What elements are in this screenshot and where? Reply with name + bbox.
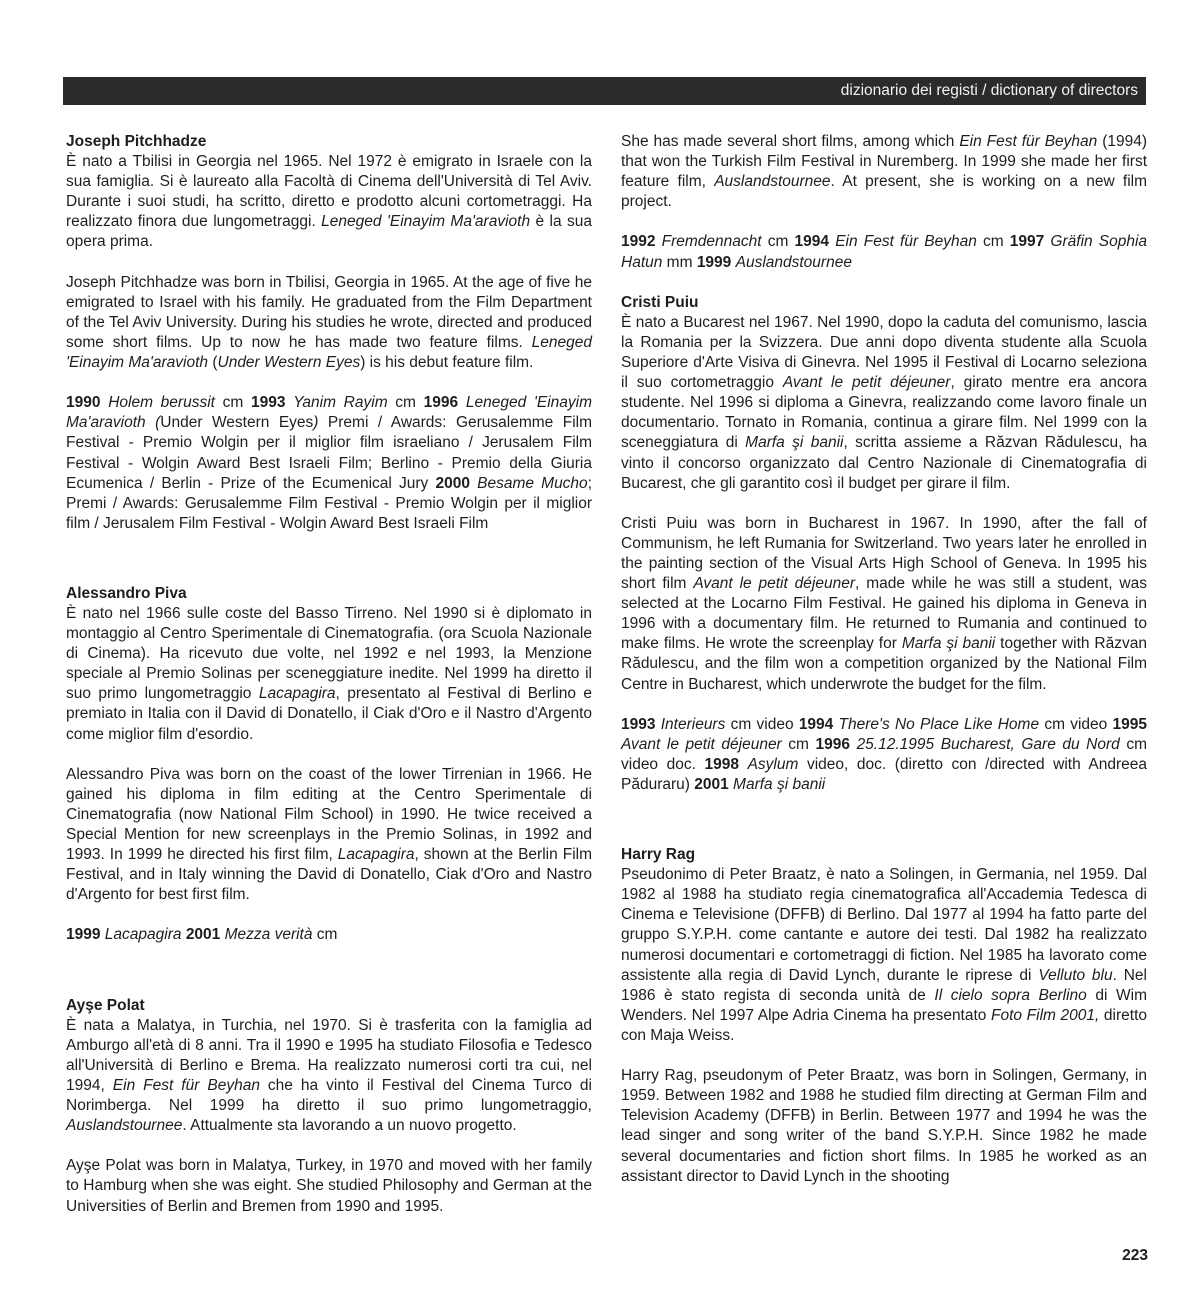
director-name-piva: Alessandro Piva — [66, 584, 187, 602]
bio-en-pitchhadze: Joseph Pitchhadze was born in Tbilisi, Georgia in 1965. At the age of five he emigrated to Israel with his family. He graduated from the Film Department of the Tel Aviv University. During his studies he wrote, directed and produced some short films. Up to now he has made two feature films. Leneged 'Einayim Ma'aravioth (Under Western Eyes) is his debut feature film. — [66, 273, 592, 372]
bio-en-piva: Alessandro Piva was born on the coast of the lower Tirrenian in 1966. He gained his diploma in film editing at the Centro Sperimentale di Cinematografia (now National Film School) in 1990. He twice received a Special Mention for new screenplays in the Premio Solinas, in 1992 and 1993. In 1999 he directed his first film, Lacapagira, shown at the Berlin Film Festival, and in Italy winning the David di Donatello, Ciak d'Oro and Nastro d'Argento for best first film. — [66, 765, 592, 904]
page-number: 223 — [1122, 1247, 1148, 1264]
bio-en-polat-start: Ayşe Polat was born in Malatya, Turkey, in 1970 and moved with her family to Hamburg when she was eight. She studied Philosophy and German at the Universities of Berlin and Bremen from 1990 and 1995. — [66, 1157, 592, 1215]
filmography-piva: 1999 Lacapagira 2001 Mezza verità cm — [66, 926, 338, 944]
director-name-rag: Harry Rag — [621, 846, 696, 864]
director-name-pitchhadze: Joseph Pitchhadze — [66, 133, 207, 150]
bio-it-pitchhadze: È nato a Tbilisi in Georgia nel 1965. Nel 1972 è emigrato in Israele con la sua famiglia. Si è laureato alla Facoltà di Cinema dell'Università di Tel Aviv. Durante i suoi studi, ha scritto, diretto e prodotto alcuni cortometraggi. Ha realizzato finora due lungometraggi. Leneged 'Einayim Ma'aravioth è la sua opera prima. — [66, 153, 592, 251]
right-column — [621, 132, 1147, 1187]
filmography-pitchhadze: 1990 Holem berussit cm 1993 Yanim Rayim cm 1996 Leneged 'Einayim Ma'aravioth (Under Western Eyes) Premi / Awards: Gerusalemme Film Festival - Premio Wolgin per il miglior film israeliano / Jerusalem Film Festival - Wolgin Award Best Israeli Film; Berlino - Premio della Giuria Ecumenica / Berlin - Prize of the Ecumenical Jury 2000 Besame Mucho; Premi / Awards: Gerusalemme Film Festival - Premio Wolgin per il miglior film / Jerusalem Film Festival - Wolgin Award Best Israeli Film — [66, 394, 593, 532]
bio-en-puiu: Cristi Puiu was born in Bucharest in 1967. In 1990, after the fall of Communism, he left Rumania for Switzerland. Two years later he enrolled in the painting section of the Visual Arts High School of Geneva. In 1995 his short film Avant le petit déjeuner, made while he was still a student, was selected at the Locarno Film Festival. He gained his diploma in Geneva in 1996 with a documentary film. He returned to Rumania and continued to make films. He wrote the screenplay for Marfa şi banii together with Răzvan Rădulescu, and the film won a competition organized by the National Film Centre in Bucharest, which underwrote the budget for the film. — [621, 514, 1147, 693]
bio-it-rag: Pseudonimo di Peter Braatz, è nato a Solingen, in Germania, nel 1959. Dal 1982 al 1988 ha studiato regia cinematografica all'Accademia Tedesca di Cinema e Televisione (DFFB) di Berlino. Dal 1977 al 1994 ha fatto parte del gruppo S.Y.P.H. come cantante e autore dei testi. Dal 1982 ha realizzato numerosi documentari e cortometraggi di fiction. Nel 1985 ha lavorato come assistente alla regia di David Lynch, durante le riprese di Velluto blu. Nel 1986 è stato regista di seconda unità de Il cielo sopra Berlino di Wim Wenders. Nel 1997 Alpe Adria Cinema ha presentato Foto Film 2001, diretto con Maja Weiss. — [621, 866, 1147, 1044]
bio-it-puiu: È nato a Bucarest nel 1967. Nel 1990, dopo la caduta del comunismo, lascia la Romania per la Svizzera. Due anni dopo diventa studente alla Scuola Superiore d'Arte Visiva di Ginevra. Nel 1995 il Festival di Locarno seleziona il suo cortometraggio Avant le petit déjeuner, girato mentre era ancora studente. Nel 1996 si diploma a Ginevra, realizzando come lavoro finale un documentario. Tornato in Romania, continua a girare film. Nel 1999 con la sceneggiatura di Marfa şi banii, scritta assieme a Răzvan Rădulescu, ha vinto il concorso organizzato dal Centro Nazionale di Cinematografia di Bucarest, che gli garantito così il budget per girare il film. — [621, 313, 1148, 492]
bio-it-polat: È nata a Malatya, in Turchia, nel 1970. Si è trasferita con la famiglia ad Amburgo all'età di 8 anni. Tra il 1990 e 1995 ha studiato Filosofia e Tedesco all'Università di Berlino e Brema. Ha realizzato numerosi corti tra cui, nel 1994, Ein Fest für Beyhan che ha vinto il Festival del Cinema Turco di Norimberga. Nel 1999 ha diretto il suo primo lungometraggio, Auslandstournee. Attualmente sta lavorando a un nuovo progetto. — [66, 1016, 592, 1135]
section-header-bar — [63, 77, 1146, 105]
director-name-polat: Ayşe Polat — [66, 996, 145, 1014]
bio-it-piva: È nato nel 1966 sulle coste del Basso Tirreno. Nel 1990 si è diplomato in montaggio al Centro Sperimentale di Cinematografia. (ora Scuola Nazionale di Cinema). Ha ricevuto due volte, nel 1992 e nel 1993, la Menzione speciale al Premio Solinas per sceneggiature inedite. Nel 1999 ha diretto il suo primo lungometraggio Lacapagira, presentato al Festival di Berlino e premiato in Italia con il David di Donatello, il Ciak d'Oro e il Nastro d'Argento come miglior film d'esordio. — [66, 604, 592, 743]
left-column — [66, 132, 592, 1217]
filmography-puiu: 1993 Interieurs cm video 1994 There's No Place Like Home cm video 1995 Avant le petit déjeuner cm 1996 25.12.1995 Bucharest, Gare du Nord cm video doc. 1998 Asylum video, doc. (diretto con /directed with Andreea Păduraru) 2001 Marfa şi banii — [621, 715, 1148, 793]
bio-en-polat-cont: She has made several short films, among which Ein Fest für Beyhan (1994) that won the Turkish Film Festival in Nuremberg. In 1999 she made her first feature film, Auslandstournee. At present, she is working on a new film project. — [621, 133, 1148, 211]
bio-en-rag-start: Harry Rag, pseudonym of Peter Braatz, was born in Solingen, Germany, in 1959. Between 1982 and 1988 he studied film directing at German Film and Television Academy (DFFB) in Berlin. Between 1977 and 1994 he was the lead singer and song writer of the band S.Y.P.H. Since 1982 he made several documentaries and fiction short films. In 1985 he worked as an assistant director to David Lynch in the shooting — [621, 1067, 1147, 1185]
director-name-puiu: Cristi Puiu — [621, 293, 699, 311]
section-header-title: dizionario dei registi / dictionary of directors — [840, 82, 1138, 99]
filmography-polat: 1992 Fremdennacht cm 1994 Ein Fest für Beyhan cm 1997 Gräfin Sophia Hatun mm 1999 Auslandstournee — [621, 233, 1148, 271]
